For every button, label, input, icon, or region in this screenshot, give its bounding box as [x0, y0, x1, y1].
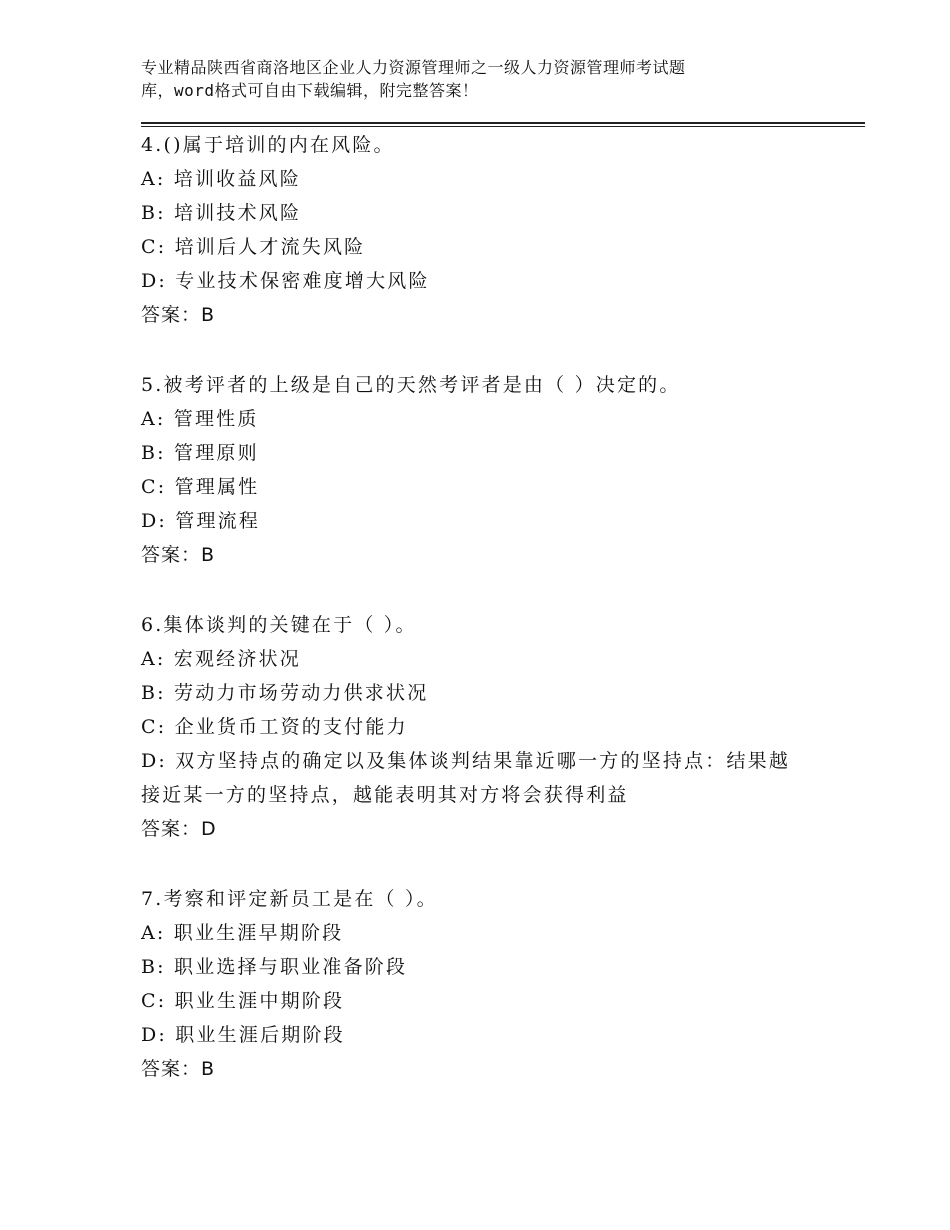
option-d-continuation: 接近某一方的坚持点，越能表明其对方将会获得利益: [141, 784, 629, 806]
option-b: B: 培训技术风险: [141, 202, 302, 224]
answer-line: 答案：B: [141, 304, 216, 326]
question-7: [141, 882, 821, 1086]
option-d: D: 双方坚持点的确定以及集体谈判结果靠近哪一方的坚持点：结果越: [141, 750, 791, 772]
question-6: [141, 608, 821, 846]
question-5: [141, 368, 821, 572]
question-4: [141, 128, 821, 332]
option-d: D: 管理流程: [141, 510, 261, 532]
option-a: A: 职业生涯早期阶段: [141, 922, 344, 944]
option-d: D: 专业技术保密难度增大风险: [141, 270, 430, 292]
question-stem: 7.考察和评定新员工是在（ ）。: [141, 888, 438, 910]
header-rule-thin: [141, 126, 865, 127]
option-a: A: 宏观经济状况: [141, 648, 301, 670]
answer-line: 答案：D: [141, 818, 217, 840]
answer-line: 答案：B: [141, 544, 216, 566]
option-b: B: 劳动力市场劳动力供求状况: [141, 682, 429, 704]
option-d: D: 职业生涯后期阶段: [141, 1024, 345, 1046]
option-c: C: 企业货币工资的支付能力: [141, 716, 408, 738]
option-b: B: 管理原则: [141, 442, 259, 464]
document-header: [141, 56, 841, 102]
question-stem: 6.集体谈判的关键在于（ ）。: [141, 614, 417, 636]
header-line-2: 库，word格式可自由下载编辑，附完整答案！: [141, 81, 479, 100]
option-c: C: 管理属性: [141, 476, 260, 498]
question-list: [141, 128, 821, 1122]
question-stem: 5.被考评者的上级是自己的天然考评者是由（ ）决定的。: [141, 374, 681, 396]
option-c: C: 职业生涯中期阶段: [141, 990, 345, 1012]
option-a: A: 管理性质: [141, 408, 259, 430]
question-stem: 4.()属于培训的内在风险。: [141, 134, 395, 156]
option-a: A: 培训收益风险: [141, 168, 301, 190]
answer-line: 答案：B: [141, 1058, 216, 1080]
option-b: B: 职业选择与职业准备阶段: [141, 956, 408, 978]
header-rule-thick: [141, 122, 865, 124]
option-c: C: 培训后人才流失风险: [141, 236, 366, 258]
header-line-1: 专业精品陕西省商洛地区企业人力资源管理师之一级人力资源管理师考试题: [141, 58, 686, 77]
